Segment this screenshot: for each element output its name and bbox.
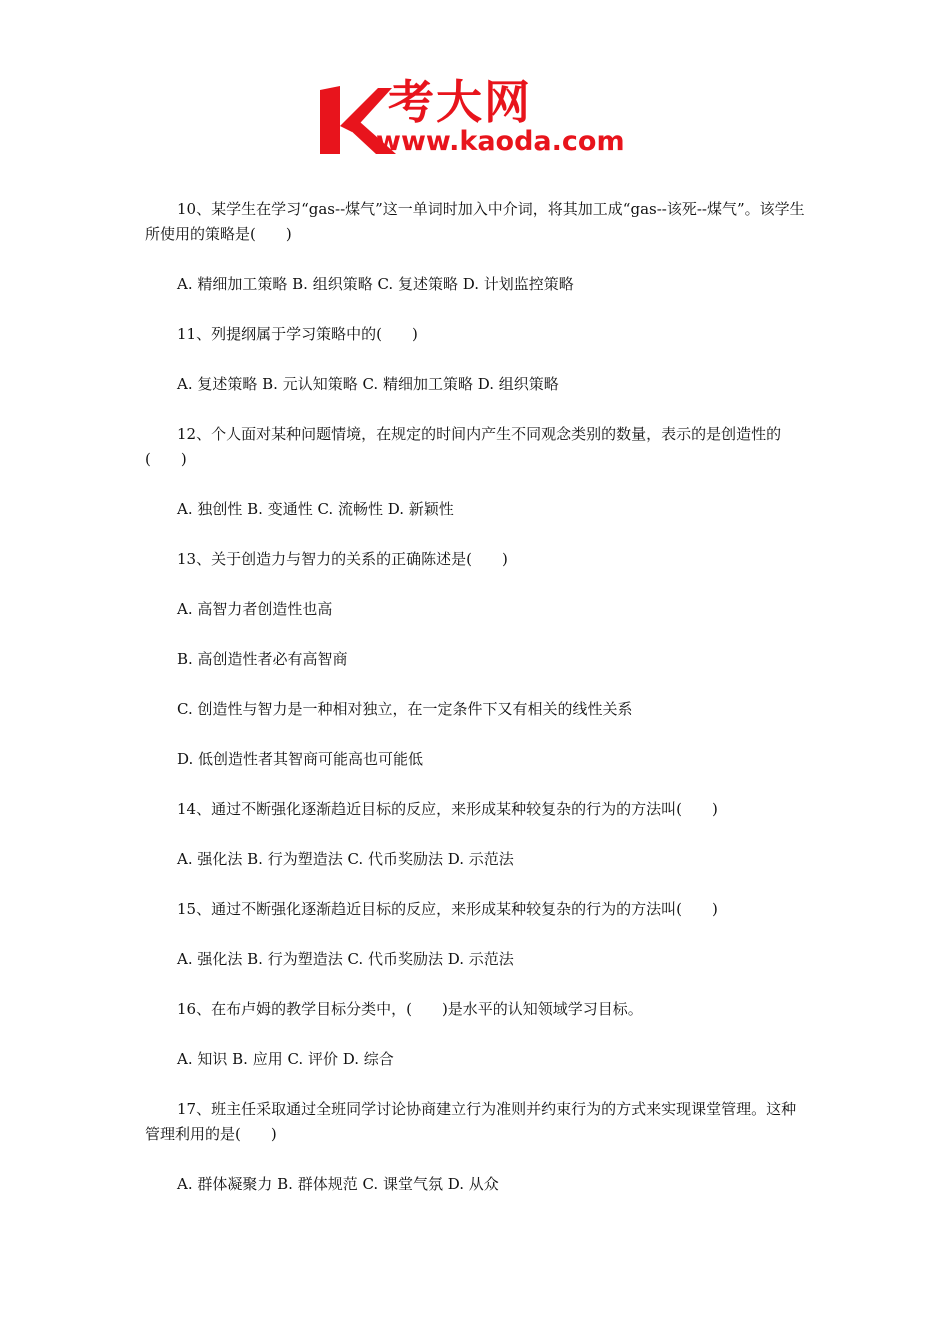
question-12: 12、个人面对某种问题情境，在规定的时间内产生不同观念类别的数量，表示的是创造性的( ) bbox=[145, 425, 782, 468]
question-15: 15、通过不断强化逐渐趋近目标的反应，来形成某种较复杂的行为的方法叫( ) bbox=[177, 900, 718, 918]
document-body bbox=[145, 197, 810, 1222]
option-13-b: B. 高创造性者必有高智商 bbox=[177, 650, 348, 668]
options-10: A. 精细加工策略 B. 组织策略 C. 复述策略 D. 计划监控策略 bbox=[177, 275, 574, 293]
options-16: A. 知识 B. 应用 C. 评价 D. 综合 bbox=[177, 1050, 394, 1068]
question-14: 14、通过不断强化逐渐趋近目标的反应，来形成某种较复杂的行为的方法叫( ) bbox=[177, 800, 718, 818]
logo-brand-text: 考大网 bbox=[388, 75, 532, 129]
kaoda-logo bbox=[318, 75, 648, 160]
question-11: 11、列提纲属于学习策略中的( ) bbox=[177, 325, 418, 343]
options-15: A. 强化法 B. 行为塑造法 C. 代币奖励法 D. 示范法 bbox=[177, 950, 514, 968]
option-13-a: A. 高智力者创造性也高 bbox=[177, 600, 333, 618]
options-12: A. 独创性 B. 变通性 C. 流畅性 D. 新颖性 bbox=[177, 500, 454, 518]
option-13-d: D. 低创造性者其智商可能高也可能低 bbox=[177, 750, 424, 768]
options-14: A. 强化法 B. 行为塑造法 C. 代币奖励法 D. 示范法 bbox=[177, 850, 514, 868]
question-16: 16、在布卢姆的教学目标分类中，( )是水平的认知领域学习目标。 bbox=[177, 1000, 643, 1018]
options-11: A. 复述策略 B. 元认知策略 C. 精细加工策略 D. 组织策略 bbox=[177, 375, 559, 393]
options-17: A. 群体凝聚力 B. 群体规范 C. 课堂气氛 D. 从众 bbox=[177, 1175, 499, 1193]
option-13-c: C. 创造性与智力是一种相对独立，在一定条件下又有相关的线性关系 bbox=[177, 700, 633, 718]
question-10: 10、某学生在学习“gas--煤气”这一单词时加入中介词，将其加工成“gas--该死--煤气”。该学生所使用的策略是( ) bbox=[145, 200, 805, 243]
question-13: 13、关于创造力与智力的关系的正确陈述是( ) bbox=[177, 550, 508, 568]
question-17: 17、班主任采取通过全班同学讨论协商建立行为准则并约束行为的方式来实现课堂管理。这种管理利用的是( ) bbox=[145, 1100, 797, 1143]
logo-url-text: www.kaoda.com bbox=[376, 126, 625, 157]
